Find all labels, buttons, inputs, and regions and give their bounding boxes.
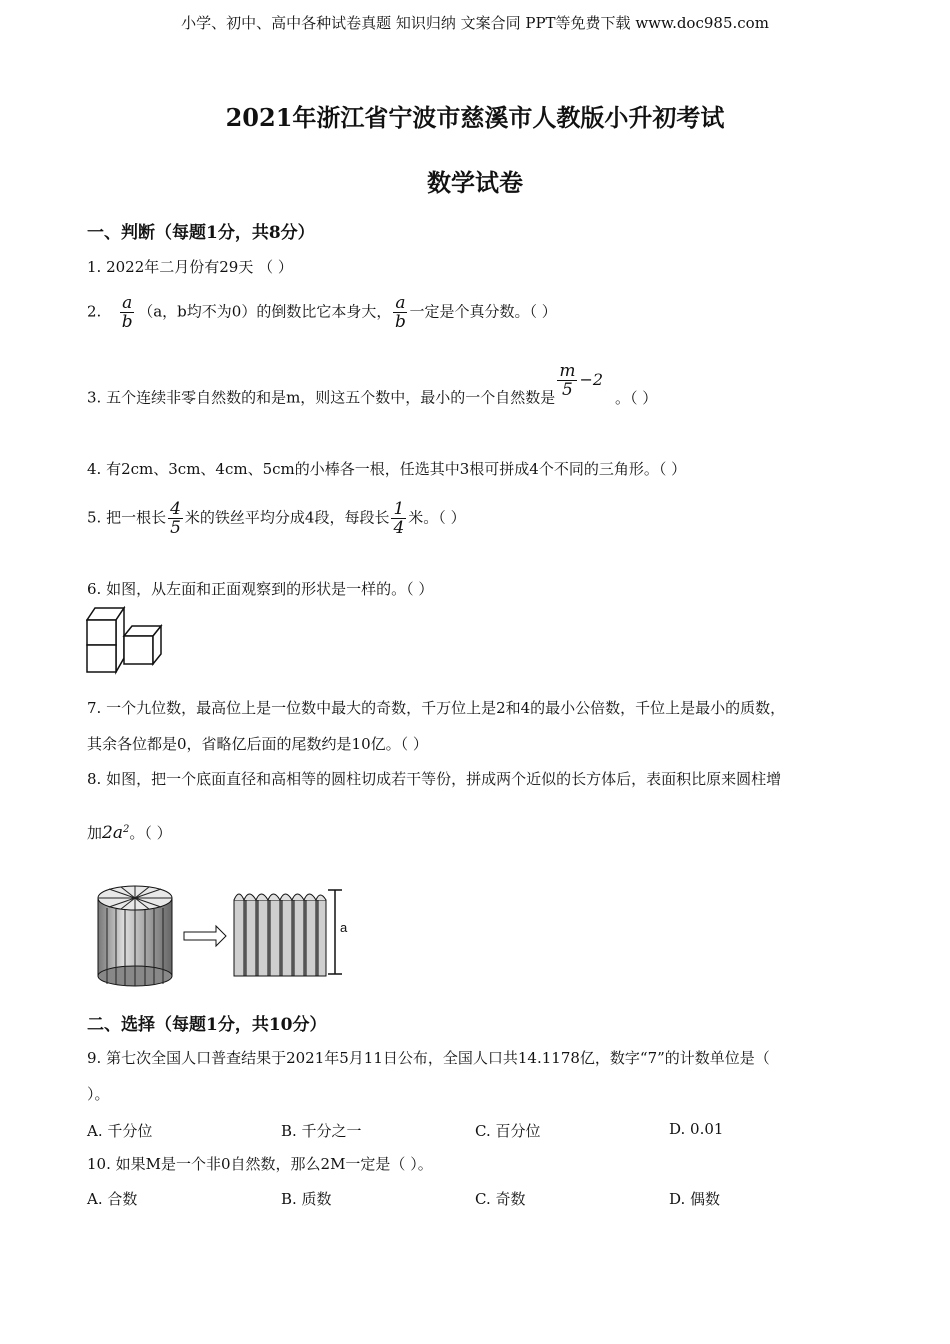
- question-2: [87, 294, 557, 331]
- cylinder: [98, 886, 172, 986]
- exam-title: 2021年浙江省宁波市慈溪市人教版小升初考试: [225, 103, 725, 132]
- question-1: 1. 2022年二月份有29天 （ ）: [87, 258, 293, 276]
- arrow-right-icon: [184, 926, 226, 946]
- fraction-m-over-5: $\frac{m}{5}$: [559, 361, 576, 400]
- section-heading-2: 二、选择（每题1分，共10分）: [87, 1015, 327, 1035]
- question-9-line1: 9. 第七次全国人口普查结果于2021年5月11日公布，全国人口共14.1178亿，数字“7”的计数单位是（: [87, 1049, 770, 1067]
- height-label: a: [340, 920, 348, 935]
- section-heading-1: 一、判断（每题1分，共8分）: [87, 223, 315, 243]
- q10-option-a[interactable]: A. 合数: [87, 1190, 138, 1208]
- question-7-line2: 其余各位都是0，省略亿后面的尾数约是10亿。（ ）: [87, 735, 428, 753]
- cube-right-front: [124, 636, 153, 664]
- question-8-line2: 加$2a^2$。（ ）: [87, 823, 172, 843]
- rearranged-cuboid: [234, 890, 342, 976]
- fraction-a-over-b: $\frac{a}{b}$: [121, 293, 133, 332]
- fraction-4-over-5: $\frac{4}{5}$: [170, 499, 181, 538]
- q2-text-end: 一定是个真分数。（ ）: [409, 302, 557, 321]
- fraction-1-over-4: $\frac{1}{4}$: [393, 499, 405, 538]
- q2-number: 2.: [87, 302, 102, 321]
- cylinder-figure: [92, 878, 362, 990]
- question-10: 10. 如果M是一个非0自然数，那么2M一定是（ ）。: [87, 1155, 433, 1173]
- question-7-line1: 7. 一个九位数，最高位上是一位数中最大的奇数，千万位上是2和4的最小公倍数，千位上是最小的质数，: [87, 699, 786, 717]
- question-8-line1: 8. 如图，把一个底面直径和高相等的圆柱切成若干等份，拼成两个近似的长方体后，表面积比原来圆柱增: [87, 770, 782, 788]
- question-9-line2: ）。: [87, 1085, 110, 1103]
- q10-option-c[interactable]: C. 奇数: [475, 1190, 526, 1208]
- question-5: 5. 把一根长 $\frac{4}{5}$ 米的铁丝平均分成4段，每段长 $\frac{1}{4}$ 米。（ ）: [87, 499, 466, 538]
- question-4: 4. 有2cm、3cm、4cm、5cm的小棒各一根，任选其中3根可拼成4个不同的三角形。（ ）: [87, 460, 687, 478]
- q2-text: （a，b均不为0）的倒数比它本身大，: [138, 302, 392, 321]
- cubes-figure: [86, 606, 166, 676]
- question-6: 6. 如图，从左面和正面观察到的形状是一样的。（ ）: [87, 580, 434, 598]
- q9-option-c[interactable]: C. 百分位: [475, 1122, 541, 1140]
- q10-option-d[interactable]: D. 偶数: [669, 1190, 721, 1208]
- q9-option-a[interactable]: A. 千分位: [87, 1122, 153, 1140]
- cube-upper-front: [87, 620, 116, 645]
- q10-option-b[interactable]: B. 质数: [281, 1190, 332, 1208]
- question-3: 3. 五个连续非零自然数的和是m，则这五个数中，最小的一个自然数是 $\frac{m}{5}$ −2。（ ）: [87, 361, 658, 407]
- q9-option-d[interactable]: D. 0.01: [669, 1120, 724, 1138]
- cube-lower-front: [87, 645, 116, 672]
- cube-side-face: [116, 608, 124, 672]
- exam-subtitle: 数学试卷: [427, 168, 523, 197]
- q9-option-b[interactable]: B. 千分之一: [281, 1122, 362, 1140]
- fraction-a-over-b-2: $\frac{a}{b}$: [394, 293, 406, 332]
- page-header: 小学、初中、高中各种试卷真题 知识归纳 文案合同 PPT等免费下载 www.doc985.com: [181, 14, 769, 32]
